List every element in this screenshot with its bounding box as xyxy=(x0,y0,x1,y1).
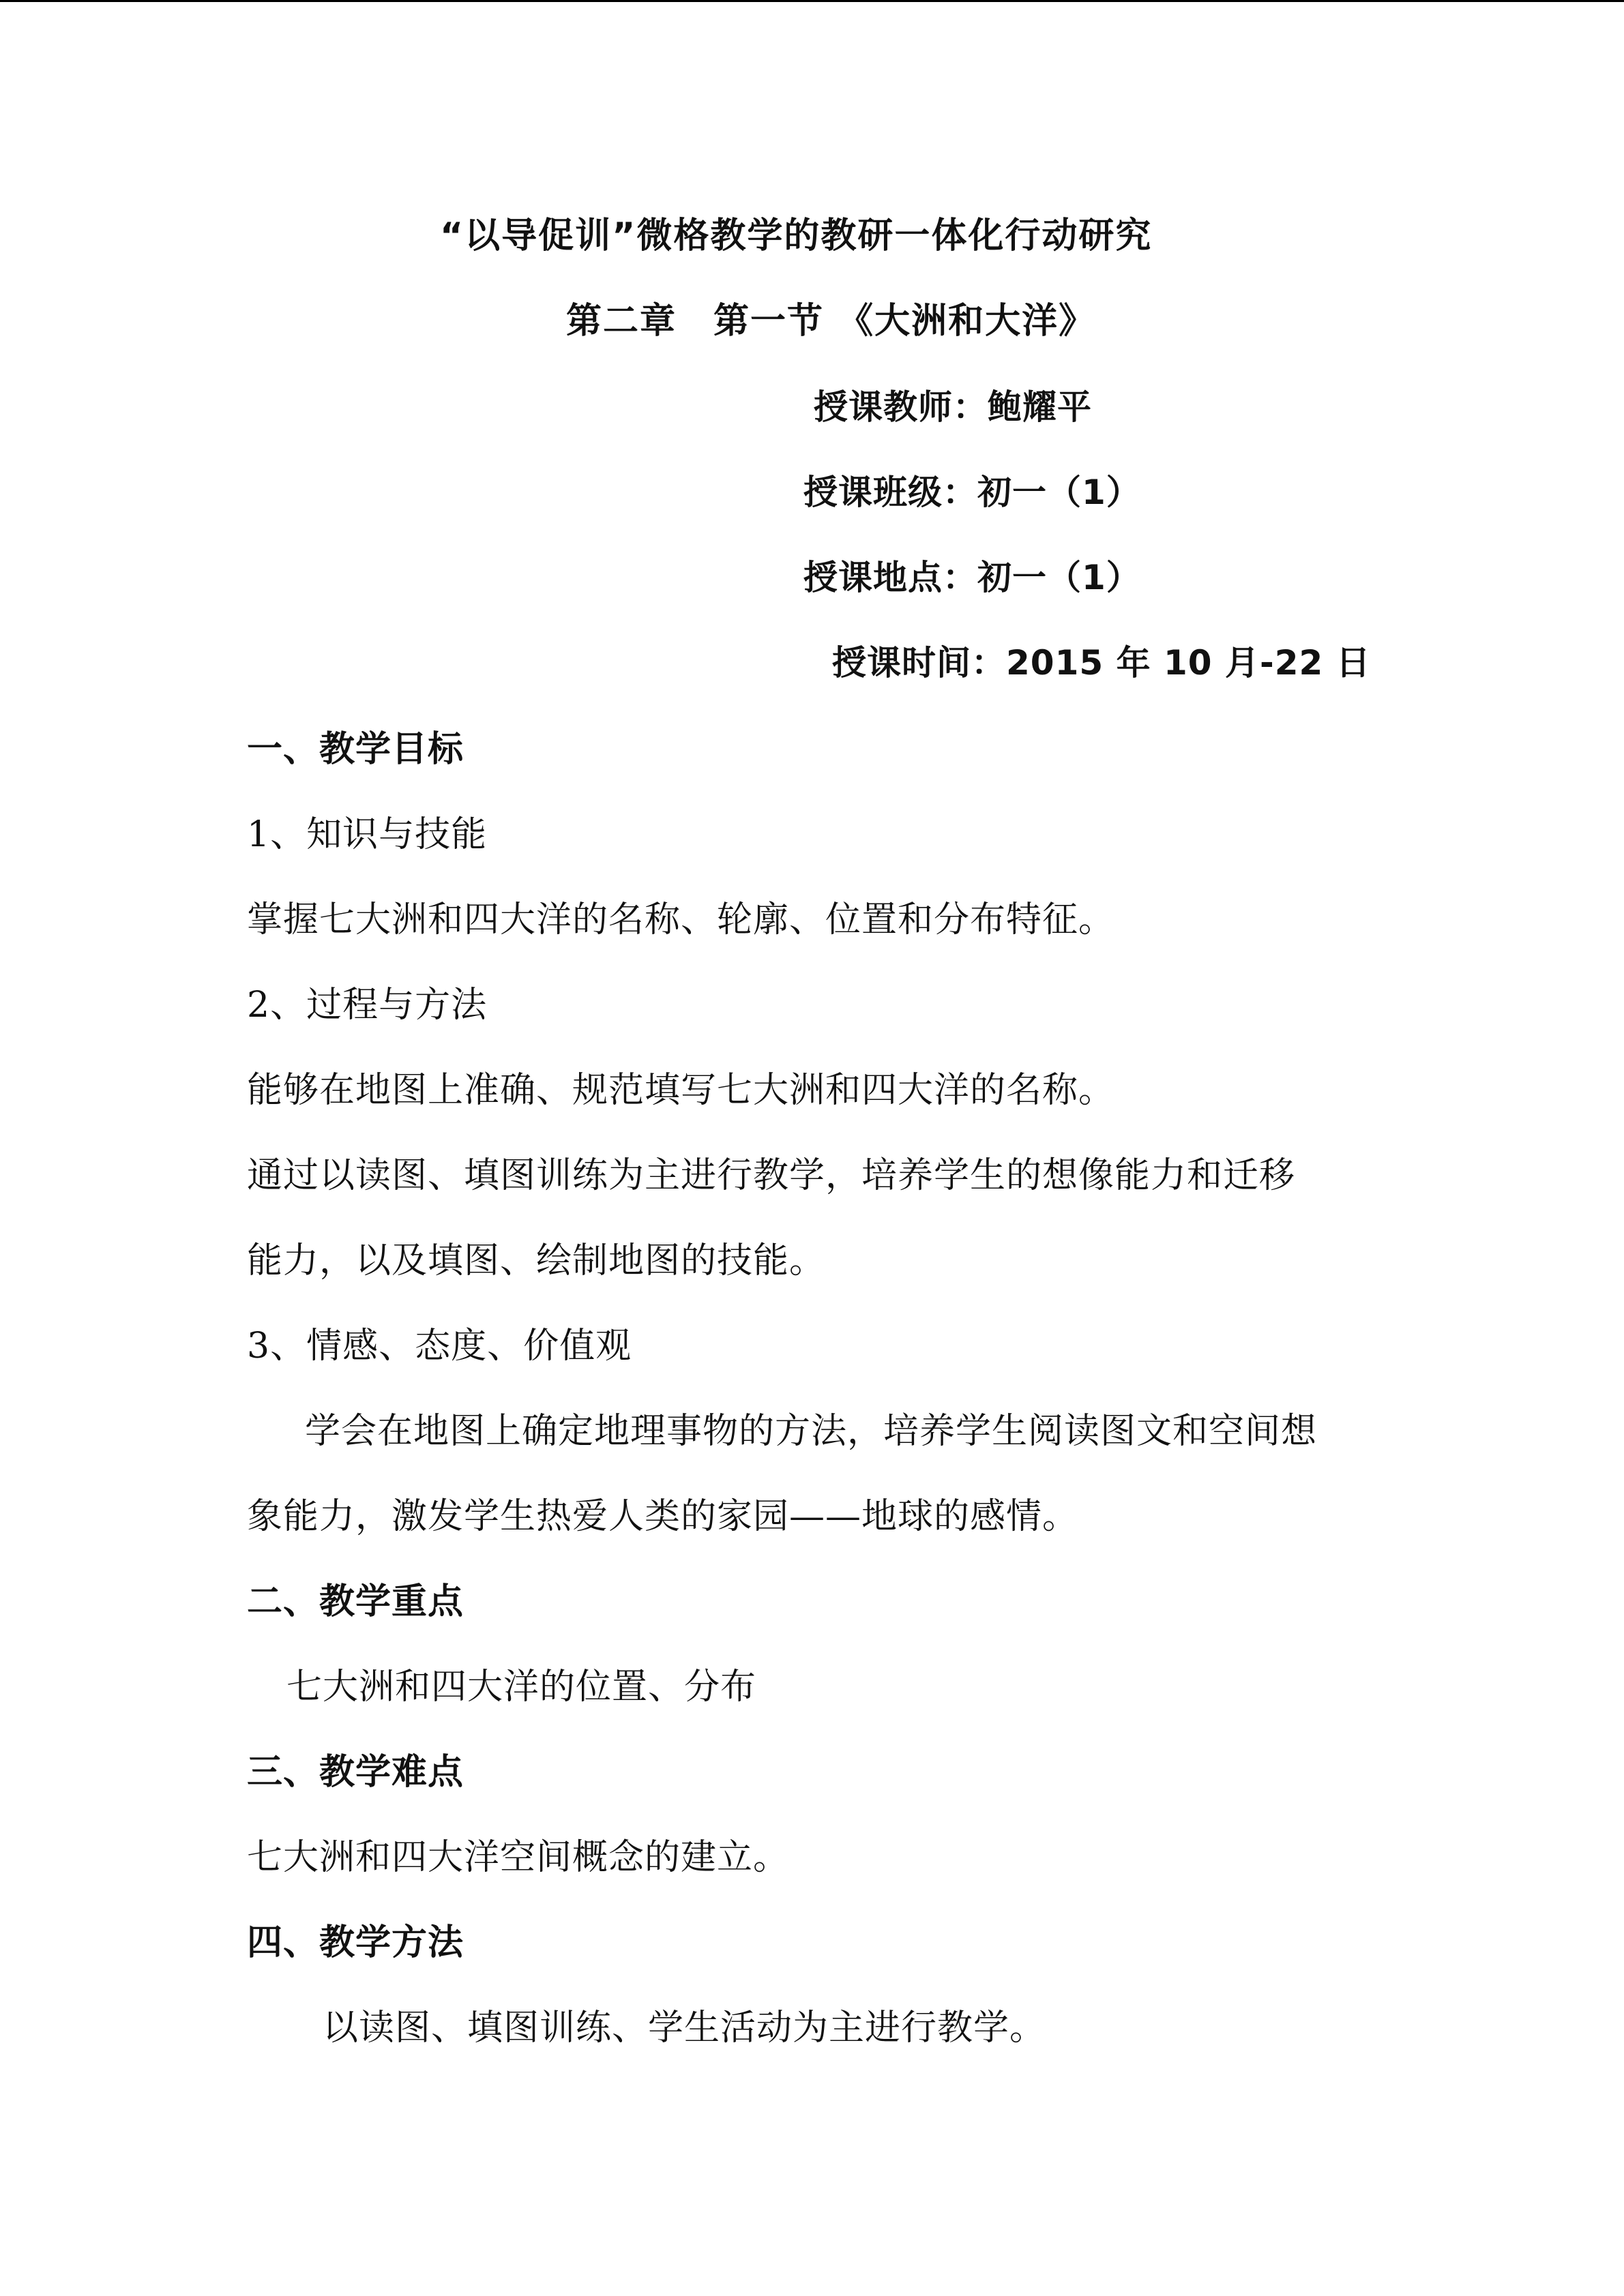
location-line: 授课地点：初一（1） xyxy=(803,558,1141,597)
section-difficulties-heading: 三、教学难点 xyxy=(247,1752,464,1793)
chapter-subtitle: 第二章 第一节 《大洲和大洋》 xyxy=(566,301,1096,342)
objectives-paragraph-process-2b: 能力，以及填图、绘制地图的技能。 xyxy=(247,1240,826,1281)
difficulties-text: 七大洲和四大洋空间概念的建立。 xyxy=(247,1837,790,1878)
objectives-subheading-knowledge: 1、知识与技能 xyxy=(247,814,488,855)
teacher-line: 授课教师：鲍耀平 xyxy=(814,387,1092,427)
section-key-points-heading: 二、教学重点 xyxy=(247,1581,464,1622)
objectives-paragraph-process-1: 能够在地图上准确、规范填写七大洲和四大洋的名称。 xyxy=(247,1070,1115,1111)
time-line: 授课时间：2015 年 10 月-22 日 xyxy=(832,643,1371,683)
class-line: 授课班级：初一（1） xyxy=(803,473,1141,512)
section-objectives-heading: 一、教学目标 xyxy=(247,729,464,770)
objectives-paragraph-process-2a: 通过以读图、填图训练为主进行教学，培养学生的想像能力和迁移 xyxy=(247,1155,1296,1196)
key-points-text: 七大洲和四大洋的位置、分布 xyxy=(286,1667,757,1708)
methods-text: 以读图、填图训练、学生活动为主进行教学。 xyxy=(323,2008,1046,2048)
document-title: “以导促训”微格教学的教研一体化行动研究 xyxy=(440,215,1153,256)
objectives-subheading-values: 3、情感、态度、价值观 xyxy=(247,1326,632,1367)
section-methods-heading: 四、教学方法 xyxy=(247,1922,464,1963)
objectives-paragraph-values-a: 学会在地图上确定地理事物的方法，培养学生阅读图文和空间想 xyxy=(305,1411,1318,1452)
objectives-subheading-process: 2、过程与方法 xyxy=(247,985,488,1026)
objectives-paragraph-values-b: 象能力，激发学生热爱人类的家园——地球的感情。 xyxy=(247,1496,1079,1537)
objectives-paragraph-knowledge: 掌握七大洲和四大洋的名称、轮廓、位置和分布特征。 xyxy=(247,899,1115,940)
